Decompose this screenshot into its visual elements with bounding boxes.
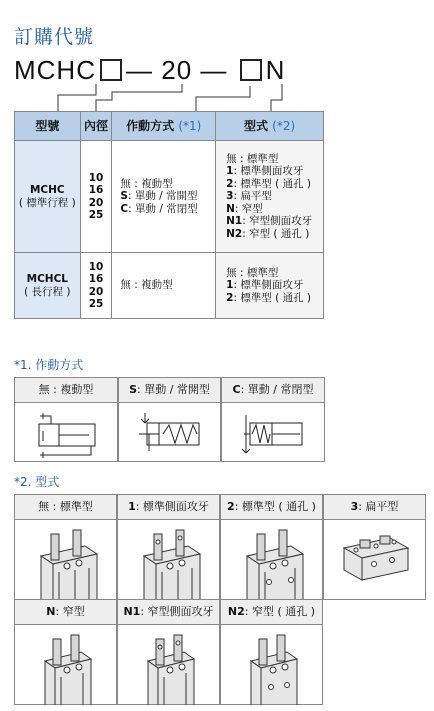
option-item: 無 : 標準型	[226, 266, 279, 279]
model-name: MCHCL	[26, 273, 68, 285]
gripper-side-tapped-image	[118, 520, 221, 600]
option-item: 無 : 複動型	[120, 177, 173, 190]
header-action	[112, 112, 216, 141]
header-model: 型號	[15, 112, 81, 141]
section-action-label: *1. 作動方式	[14, 358, 84, 372]
option-placeholder-box	[240, 59, 262, 81]
type-card	[14, 494, 117, 600]
type-card	[117, 599, 220, 705]
model-code	[14, 55, 285, 86]
gripper-flat-image	[324, 520, 427, 600]
code-connector-lines	[0, 84, 434, 114]
page-title: 訂購代號	[14, 26, 95, 48]
gripper-standard-image	[15, 520, 118, 600]
option-item: 無 : 標準型	[226, 152, 279, 165]
model-subtitle: ( 長行程 )	[24, 285, 71, 298]
bore-value: 10	[88, 260, 104, 273]
table-cell-actions	[112, 253, 216, 319]
option-item: N2: 窄型 ( 通孔 )	[226, 227, 310, 240]
option-item: 2: 標準型 ( 通孔 )	[226, 177, 312, 190]
type-card	[220, 494, 323, 600]
header-type	[216, 112, 324, 141]
type-card-title: 1: 標準側面攻牙	[118, 495, 219, 520]
table-cell-bores	[80, 141, 112, 253]
double-acting-symbol	[15, 403, 119, 463]
option-item: S: 單動 / 常開型	[120, 190, 198, 203]
gripper-through-hole-image	[221, 520, 324, 600]
action-card-title: S: 單動 / 常開型	[119, 378, 220, 403]
section-type-label: *2. 型式	[14, 475, 60, 489]
bore-value: 16	[88, 184, 104, 196]
table-cell-model	[15, 253, 81, 319]
bore-value: 20	[88, 285, 104, 298]
model-dash-2: —	[200, 55, 228, 85]
option-item: N: 窄型	[226, 202, 263, 215]
option-placeholder-box	[100, 59, 122, 81]
option-item: 1: 標準側面攻牙	[226, 165, 304, 178]
type-card-title: 3: 扁平型	[324, 495, 425, 520]
action-card	[221, 377, 325, 462]
header-action-ref: (*1)	[178, 118, 202, 133]
type-card-title: 2: 標準型 ( 通孔 )	[221, 495, 322, 520]
header-type-label: 型式	[243, 118, 268, 133]
gripper-narrow-side-tapped-image	[118, 625, 221, 705]
option-item: C: 單動 / 常閉型	[120, 202, 198, 215]
option-item: 3: 扁平型	[226, 190, 272, 203]
model-dash-1: —	[126, 55, 153, 85]
type-card-title: 無 : 標準型	[15, 495, 116, 520]
option-item: 無 : 複動型	[120, 279, 173, 292]
action-card	[118, 377, 221, 462]
header-bore: 內徑	[80, 112, 112, 141]
header-action-label: 作動方式	[126, 118, 175, 133]
table-cell-types	[216, 253, 324, 319]
single-acting-open-symbol	[119, 403, 222, 463]
action-card	[14, 377, 118, 462]
gripper-narrow-image	[15, 625, 118, 705]
header-type-ref: (*2)	[272, 118, 296, 133]
model-name: MCHC	[29, 184, 65, 196]
order-code-table	[14, 111, 324, 319]
type-card	[14, 599, 117, 705]
bore-value: 25	[88, 298, 104, 310]
type-card-title: N1: 窄型側面攻牙	[118, 600, 219, 625]
type-card-title: N2: 窄型 ( 通孔 )	[221, 600, 322, 625]
option-item: N1: 窄型側面攻牙	[226, 215, 313, 228]
bore-value: 16	[88, 273, 104, 285]
model-suffix: N	[265, 55, 286, 85]
gripper-narrow-through-hole-image	[221, 625, 324, 705]
model-subtitle: ( 標準行程 )	[18, 196, 76, 209]
bore-value: 10	[88, 171, 104, 184]
model-size: 20	[161, 55, 193, 85]
model-prefix: MCHC	[14, 55, 96, 85]
bore-value: 20	[88, 196, 104, 209]
table-cell-actions	[112, 141, 216, 253]
table-cell-bores	[80, 253, 112, 319]
table-cell-types	[216, 141, 324, 253]
option-item: 2: 標準型 ( 通孔 )	[226, 291, 312, 304]
type-card	[117, 494, 220, 600]
action-card-title: C: 單動 / 常閉型	[222, 378, 324, 403]
action-card-title: 無 : 複動型	[15, 378, 117, 403]
type-card	[220, 599, 323, 705]
type-card	[323, 494, 426, 600]
option-item: 1: 標準側面攻牙	[226, 279, 304, 292]
single-acting-closed-symbol	[222, 403, 326, 463]
type-card-title: N: 窄型	[15, 600, 116, 625]
table-cell-model	[15, 141, 81, 253]
bore-value: 25	[88, 209, 104, 221]
